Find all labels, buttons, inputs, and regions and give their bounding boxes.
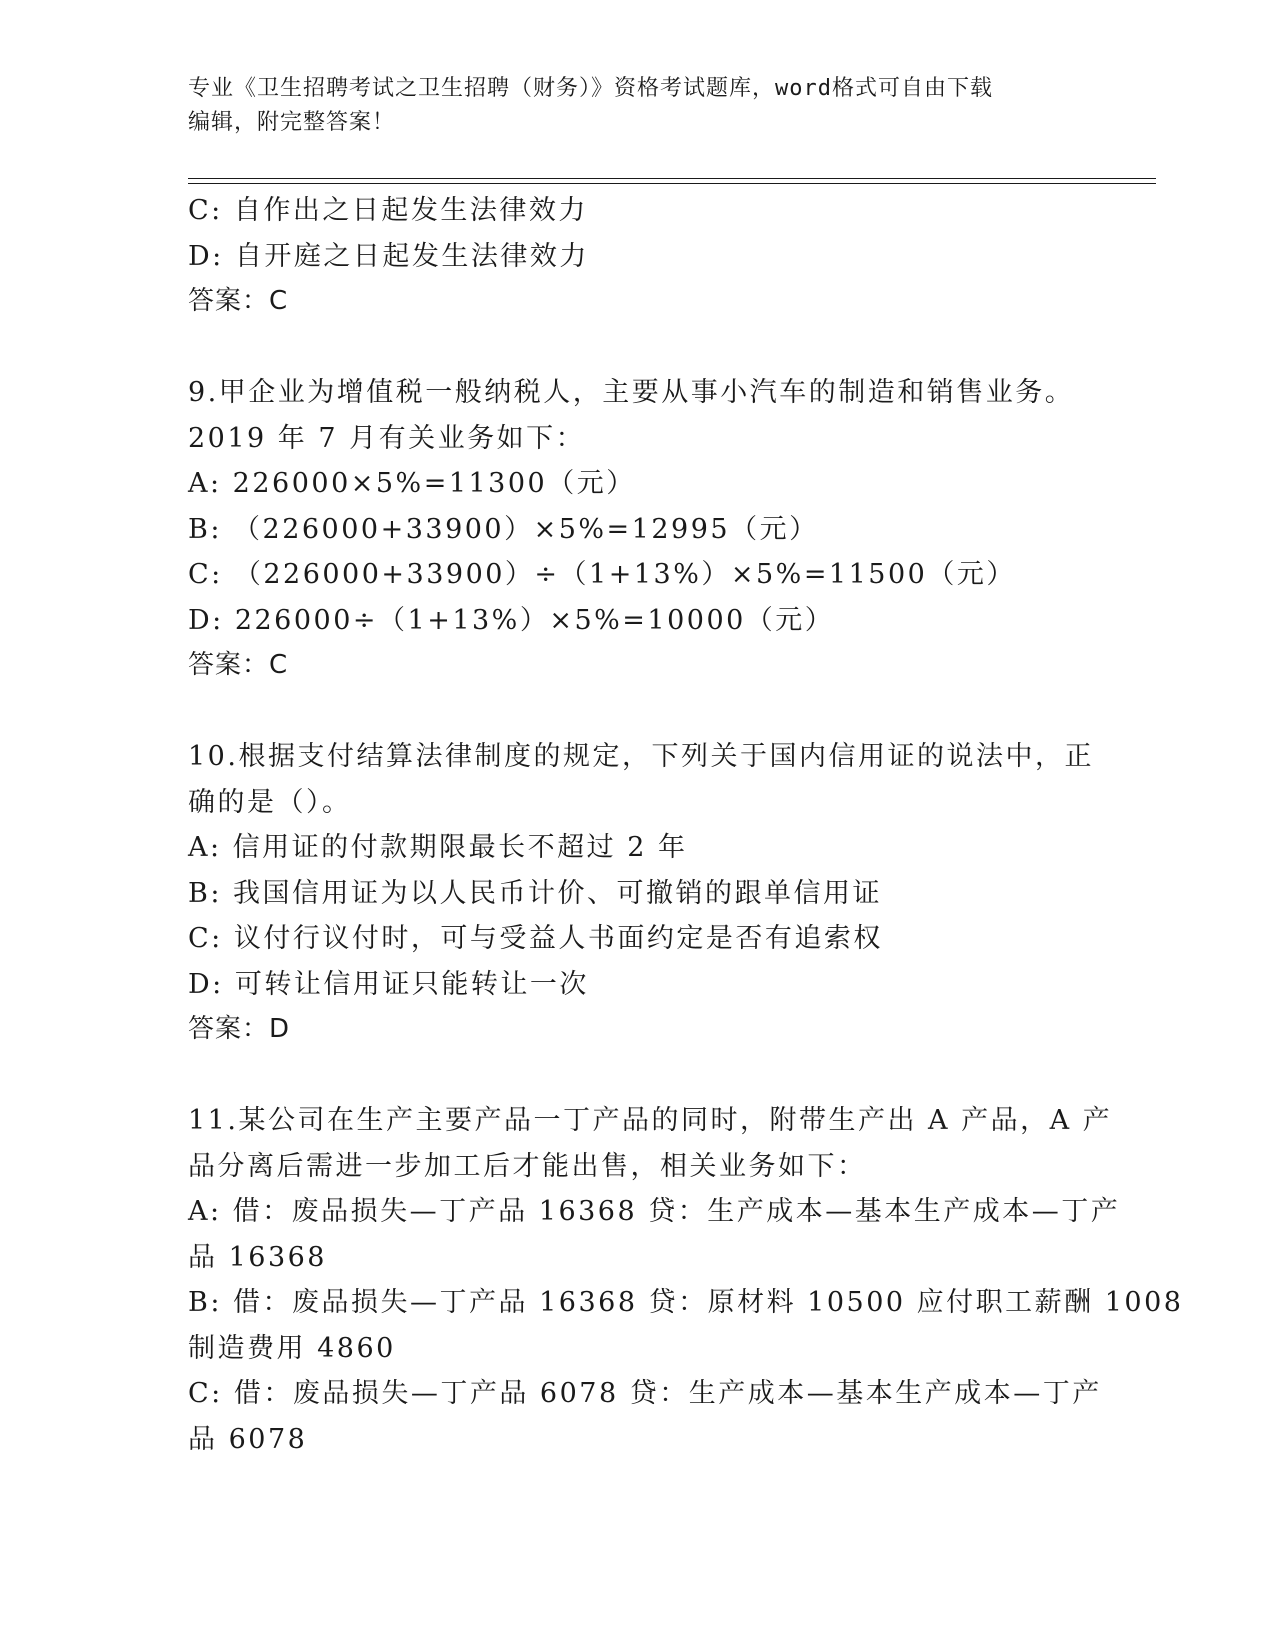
option-b: B: 我国信用证为以人民币计价、可撤销的跟单信用证	[188, 877, 883, 909]
question-stem-cont: 品分离后需进一步加工后才能出售，相关业务如下：	[188, 1150, 867, 1182]
question-list	[188, 188, 1184, 1462]
header-line-2: 编辑，附完整答案！	[188, 110, 396, 135]
question-stem-cont: 2019 年 7 月有关业务如下：	[188, 422, 586, 454]
question-8-tail	[188, 188, 1088, 325]
header-divider-bottom	[188, 183, 1156, 184]
header-line-1: 专业《卫生招聘考试之卫生招聘（财务）》资格考试题库，word格式可自由下载	[188, 76, 993, 101]
answer: 答案：D	[188, 1014, 291, 1044]
option-a: A: 借：废品损失—丁产品 16368 贷：生产成本—基本生产成本—丁产	[188, 1196, 1121, 1227]
spacer	[188, 1053, 1088, 1099]
option-c: C: 议付行议付时，可与受益人书面约定是否有追索权	[188, 923, 883, 954]
answer: 答案：C	[188, 650, 289, 680]
option-a-cont: 品 16368	[188, 1241, 327, 1273]
option-b-cont: 制造费用 4860	[188, 1332, 396, 1364]
document-header	[188, 72, 1088, 140]
option-d: D: 可转让信用证只能转让一次	[188, 968, 589, 1000]
question-10	[188, 734, 1094, 1053]
option-d: D: 自开庭之日起发生法律效力	[188, 240, 589, 272]
option-b: B: （226000+33900）×5%=12995（元）	[188, 513, 819, 545]
option-c: C: 自作出之日起发生法律效力	[188, 195, 588, 226]
question-11	[188, 1098, 1184, 1462]
option-d: D: 226000÷（1+13%）×5%=10000（元）	[188, 604, 835, 636]
question-stem: 10.根据支付结算法律制度的规定，下列关于国内信用证的说法中，正	[188, 741, 1094, 772]
option-a: A: 226000×5%=11300（元）	[188, 468, 636, 499]
question-9	[188, 370, 1088, 689]
option-c: C: 借：废品损失—丁产品 6078 贷：生产成本—基本生产成本—丁产	[188, 1378, 1102, 1409]
question-stem: 11.某公司在生产主要产品一丁产品的同时，附带生产出 A 产品，A 产	[188, 1105, 1113, 1136]
option-c: C: （226000+33900）÷（1+13%）×5%=11500（元）	[188, 559, 1016, 590]
option-a: A: 信用证的付款期限最长不超过 2 年	[188, 832, 688, 863]
option-c-cont: 品 6078	[188, 1423, 308, 1455]
question-stem: 9.甲企业为增值税一般纳税人，主要从事小汽车的制造和销售业务。	[188, 377, 1075, 408]
answer: 答案：C	[188, 286, 289, 316]
question-stem-cont: 确的是（）。	[188, 786, 352, 818]
spacer	[188, 325, 1088, 371]
spacer	[188, 689, 1088, 735]
option-b: B: 借：废品损失—丁产品 16368 贷：原材料 10500 应付职工薪酬 1008	[188, 1287, 1184, 1318]
header-divider-top	[188, 178, 1156, 179]
